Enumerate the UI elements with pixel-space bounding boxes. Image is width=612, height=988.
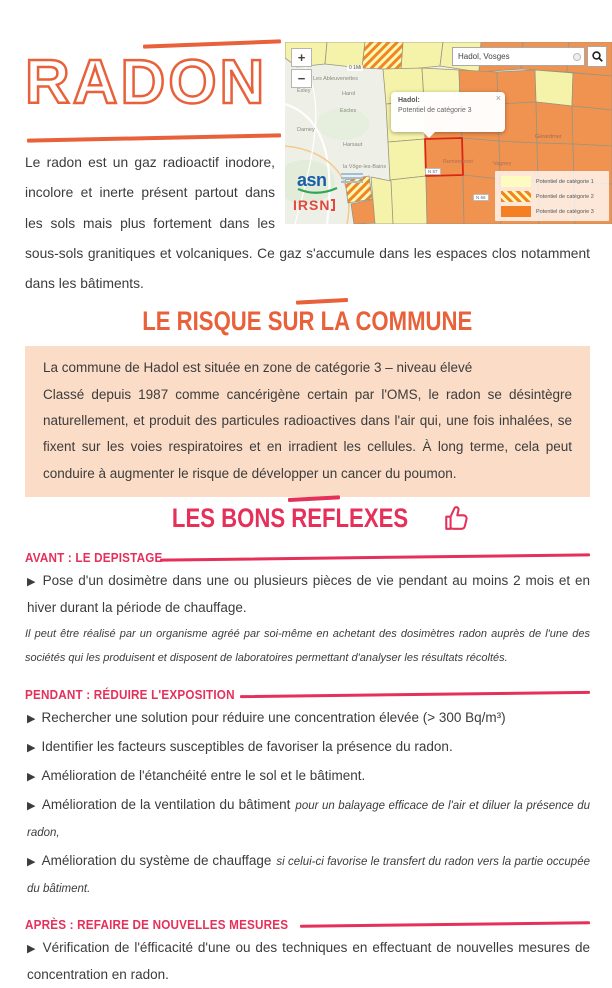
- road-badge: N 66: [473, 194, 489, 201]
- commune-risk-box: [25, 346, 590, 497]
- tooltip-title: Hadol:: [398, 97, 420, 104]
- map-scale-label: 0 1Mi: [349, 65, 362, 71]
- bullet-arrow-icon: ▶: [27, 856, 36, 869]
- map-place-label: Remiremont: [443, 159, 473, 165]
- reflexes-heading-block: [25, 497, 590, 534]
- bullet-arrow-icon: ▶: [27, 742, 36, 755]
- commune-risk-paragraph: Classé depuis 1987 comme cancérigène certain par l'OMS, le radon se désintègre naturellement, et produit des particules radioactives dans l'air qui, une fois inhalées, se fixent sur les voies respiratoires et en irradient les cellules. À long terme, cela peut conduire à augmenter le risque de développer un cancer du poumon.: [43, 386, 572, 481]
- page: [25, 42, 594, 988]
- section-rule: [240, 691, 590, 698]
- apres-bullet: ▶ Vérification de l'éfficacité d'une ou des techniques en effectuant de nouvelles mesures de concentration en radon.: [27, 940, 590, 983]
- search-button[interactable]: [587, 46, 607, 67]
- legend-swatch-cat1: [501, 176, 531, 187]
- pendant-bullet: ▶ Identifier les facteurs susceptibles de favoriser la présence du radon.: [27, 739, 453, 755]
- page-title: RADON: [25, 48, 268, 117]
- map-place-label: Gérardmer: [535, 134, 562, 140]
- road-badge: N 57: [425, 168, 441, 175]
- map-place-label: Darney: [297, 127, 315, 133]
- avant-section-heading: AVANT : LE DEPISTAGE: [25, 550, 590, 565]
- tooltip-close-icon[interactable]: ×: [495, 93, 501, 103]
- commune-risk-line1: La commune de Hadol est située en zone de catégorie 3 – niveau élevé: [43, 360, 473, 376]
- pendant-bullet: ▶ Amélioration de la ventilation du bâtiment pour un balayage efficace de l'air et diluer la présence du radon,: [27, 797, 590, 840]
- irsn-bracket-mark: [331, 199, 335, 211]
- map-zoom-out-button[interactable]: −: [291, 69, 312, 88]
- legend-row-cat3: Potentiel de catégorie 3: [501, 206, 604, 217]
- map-place-label: Esley: [297, 88, 311, 94]
- map-place-label: Harol: [342, 91, 356, 97]
- radon-title-block: [25, 42, 287, 140]
- map-searchbar: [452, 46, 607, 67]
- asn-logo: asn: [297, 170, 339, 196]
- tooltip-arrow: [423, 132, 435, 138]
- pendant-section-heading: PENDANT : RÉDUIRE L'EXPOSITION: [25, 687, 590, 702]
- legend-swatch-cat2: [501, 191, 531, 202]
- apres-section-heading: APRÈS : REFAIRE DE NOUVELLES MESURES: [25, 917, 590, 932]
- intro-paragraph: Le radon est un gaz radioactif inodore, incolore et inerte présent partout dans les sols mais plus fortement dans les sous-sols granitiques et volcaniques. Ce gaz s'accumule dans les espaces clos notamment dans les bâtiments.: [25, 155, 590, 292]
- map-zoom-in-button[interactable]: +: [291, 48, 312, 67]
- bullet-arrow-icon: ▶: [27, 800, 36, 813]
- risque-heading-block: [25, 300, 590, 337]
- map-zoom-controls: [291, 48, 312, 88]
- bullet-arrow-icon: ▶: [27, 713, 36, 726]
- map-search-input[interactable]: [452, 47, 585, 66]
- clear-search-icon[interactable]: [573, 53, 581, 61]
- pendant-bullet: ▶ Amélioration du système de chauffage si celui-ci favorise le transfert du radon vers la partie occupée du bâtiment.: [27, 853, 590, 896]
- pendant-bullet: ▶ Amélioration de l'étanchéité entre le sol et le bâtiment.: [27, 768, 366, 784]
- thumbs-up-icon: [443, 505, 469, 531]
- radon-potential-map[interactable]: [285, 42, 612, 224]
- section-rule: [160, 553, 590, 561]
- legend-swatch-cat3: [501, 206, 531, 217]
- legend-row-cat1: Potentiel de catégorie 1: [501, 176, 604, 187]
- irsn-logo: IRSN: [293, 197, 335, 213]
- map-place-label: Les Ableuvenettes: [313, 76, 358, 82]
- bullet-arrow-icon: ▶: [27, 771, 36, 784]
- asn-tagline-decoration: [341, 173, 363, 185]
- title-accent-line-bottom: [27, 133, 281, 142]
- bullet-arrow-icon: ▶: [27, 575, 37, 588]
- section-rule: [300, 922, 590, 928]
- heading-accent-dash: [287, 495, 339, 502]
- map-place-label: Harsaut: [343, 142, 363, 148]
- legend-row-cat2: Potentiel de catégorie 2: [501, 191, 604, 202]
- risque-heading: LE RISQUE SUR LA COMMUNE: [142, 305, 473, 336]
- map-legend: [495, 171, 609, 221]
- reflexes-heading: LES BONS REFLEXES: [25, 504, 590, 534]
- map-place-label: la Vôge-les-Bains: [343, 164, 387, 170]
- magnifier-icon: [592, 51, 603, 62]
- bullet-arrow-icon: ▶: [27, 943, 37, 956]
- tooltip-text: Potentiel de catégorie 3: [398, 107, 472, 114]
- map-place-label: Vagney: [493, 161, 512, 167]
- pendant-bullet: ▶ Rechercher une solution pour réduire une concentration élevée (> 300 Bq/m³): [27, 710, 506, 726]
- map-tooltip: [391, 92, 505, 132]
- avant-bullet: ▶ Pose d'un dosimètre dans une ou plusieurs pièces de vie pendant au moins 2 mois et en hiver durant la période de chauffage.: [27, 572, 590, 615]
- map-place-label: Escles: [340, 108, 357, 114]
- avant-note: Il peut être réalisé par un organisme agréé par soi-même en achetant des dosimètres radon auprès de l'une des sociétés qui les produisent et disposent de laboratoires permettant d'analyser les résultats récoltés.: [25, 627, 590, 665]
